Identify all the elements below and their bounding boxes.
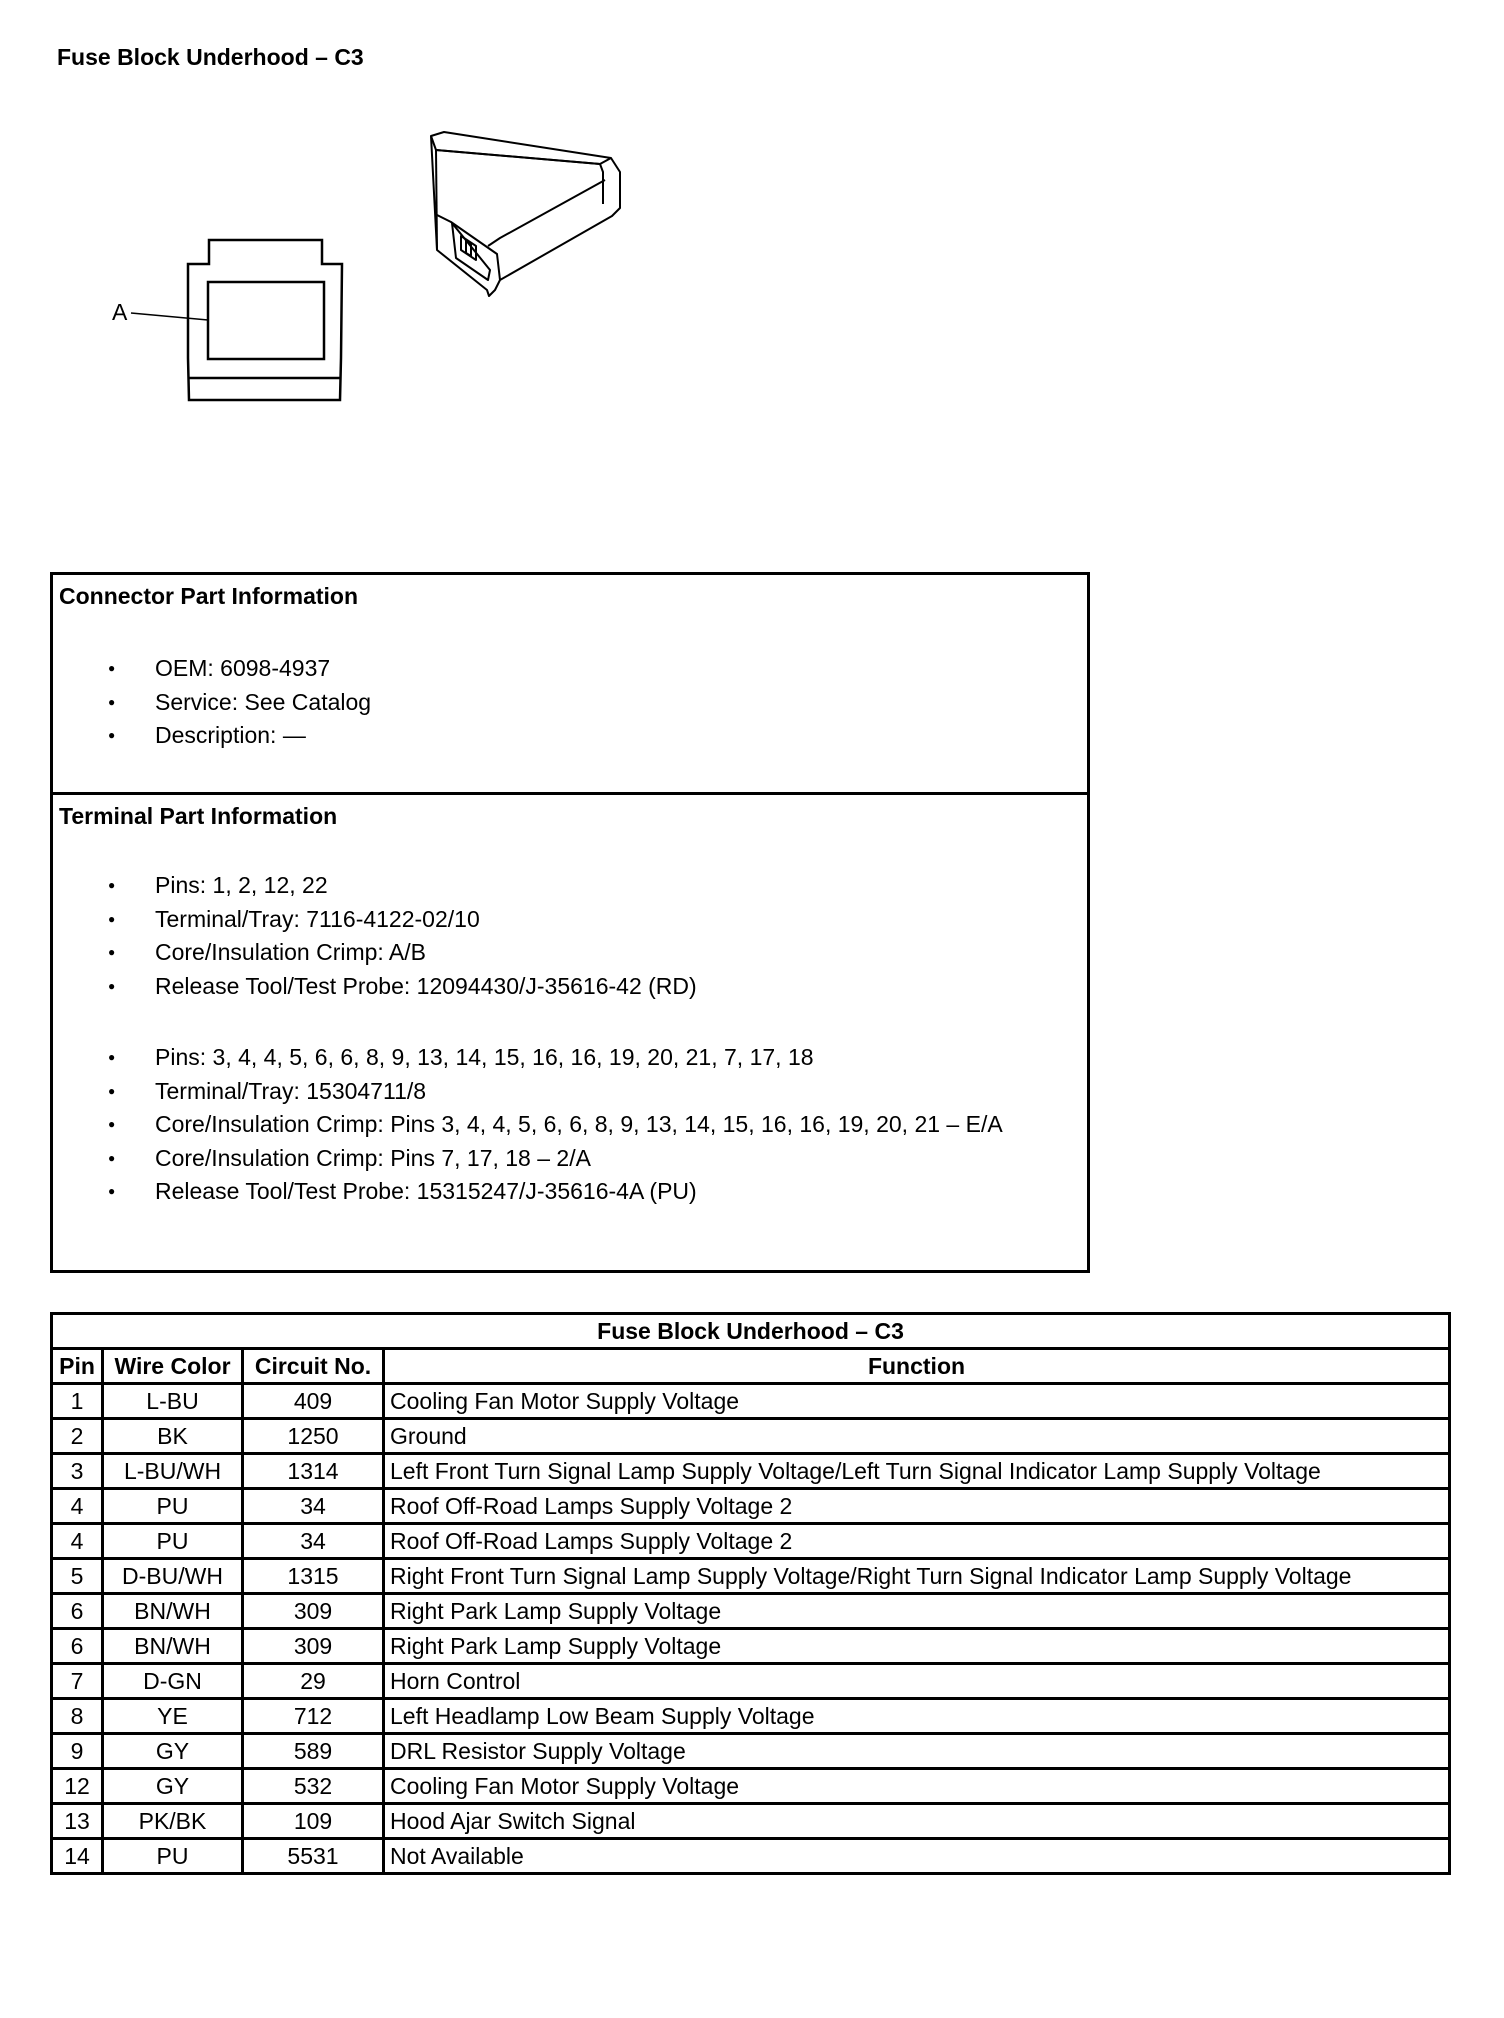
pin-cell: 5 [52,1559,103,1594]
list-item: ● Terminal/Tray: 7116-4122-02/10 [108,903,697,937]
part-information-box [50,572,1090,1273]
function-cell: Right Front Turn Signal Lamp Supply Voltage/Right Turn Signal Indicator Lamp Supply Voltage [384,1559,1450,1594]
callout-a [112,299,208,325]
connector-diagram [100,120,660,420]
circuit-cell: 1314 [243,1454,384,1489]
wire-color-cell: PU [103,1524,243,1559]
table-row [52,1559,1450,1594]
pin-cell: 1 [52,1384,103,1419]
list-item: ● Core/Insulation Crimp: A/B [108,936,697,970]
pin-cell: 13 [52,1804,103,1839]
circuit-cell: 1250 [243,1419,384,1454]
table-row [52,1804,1450,1839]
pin-cell: 4 [52,1524,103,1559]
connector-face-view [188,240,342,400]
connector-isometric-view [431,132,620,296]
circuit-cell: 532 [243,1769,384,1804]
function-cell: Left Headlamp Low Beam Supply Voltage [384,1699,1450,1734]
pin-cell: 3 [52,1454,103,1489]
table-row [52,1489,1450,1524]
table-row [52,1769,1450,1804]
list-item: ● Release Tool/Test Probe: 12094430/J-35616-42 (RD) [108,970,697,1004]
wire-color-cell: PU [103,1839,243,1874]
table-row [52,1454,1450,1489]
wire-color-cell: PU [103,1489,243,1524]
function-cell: Roof Off-Road Lamps Supply Voltage 2 [384,1524,1450,1559]
wire-color-cell: BN/WH [103,1594,243,1629]
wire-color-cell: L-BU [103,1384,243,1419]
wire-color-cell: L-BU/WH [103,1454,243,1489]
table-title: Fuse Block Underhood – C3 [52,1314,1450,1349]
circuit-cell: 712 [243,1699,384,1734]
terminal-info-heading: Terminal Part Information [59,803,338,829]
wire-color-cell: D-GN [103,1664,243,1699]
wire-color-cell: GY [103,1734,243,1769]
wire-color-cell: PK/BK [103,1804,243,1839]
pin-cell: 4 [52,1489,103,1524]
column-header-pin: Pin [52,1349,103,1384]
page-title: Fuse Block Underhood – C3 [57,44,364,70]
column-header-circuit: Circuit No. [243,1349,384,1384]
connector-oem: ● OEM: 6098-4937 [108,652,371,686]
table-row [52,1839,1450,1874]
function-cell: Cooling Fan Motor Supply Voltage [384,1384,1450,1419]
column-header-wire-color: Wire Color [103,1349,243,1384]
table-row [52,1524,1450,1559]
list-item: ● Terminal/Tray: 15304711/8 [108,1075,1003,1109]
terminal-part-info [53,795,1087,1270]
pin-cell: 6 [52,1629,103,1664]
list-item: ● Core/Insulation Crimp: Pins 7, 17, 18 – 2/A [108,1142,1003,1176]
pin-cell: 2 [52,1419,103,1454]
list-item: ● Release Tool/Test Probe: 15315247/J-35616-4A (PU) [108,1175,1003,1209]
connector-service: ● Service: See Catalog [108,686,371,720]
table-row [52,1629,1450,1664]
function-cell: Hood Ajar Switch Signal [384,1804,1450,1839]
pin-cell: 8 [52,1699,103,1734]
circuit-cell: 34 [243,1489,384,1524]
circuit-cell: 409 [243,1384,384,1419]
list-item: ● Pins: 3, 4, 4, 5, 6, 6, 8, 9, 13, 14, 15, 16, 16, 19, 20, 21, 7, 17, 18 [108,1041,1003,1075]
terminal-group-1 [108,869,697,1003]
wire-color-cell: BK [103,1419,243,1454]
wire-color-cell: D-BU/WH [103,1559,243,1594]
function-cell: Cooling Fan Motor Supply Voltage [384,1769,1450,1804]
function-cell: Horn Control [384,1664,1450,1699]
pin-cell: 14 [52,1839,103,1874]
terminal-group-2 [108,1041,1003,1209]
table-row [52,1699,1450,1734]
pin-cell: 9 [52,1734,103,1769]
pin-cell: 12 [52,1769,103,1804]
circuit-cell: 309 [243,1594,384,1629]
pin-table [50,1312,1451,1875]
function-cell: Right Park Lamp Supply Voltage [384,1594,1450,1629]
wire-color-cell: BN/WH [103,1629,243,1664]
column-header-function: Function [384,1349,1450,1384]
circuit-cell: 109 [243,1804,384,1839]
circuit-cell: 34 [243,1524,384,1559]
function-cell: Not Available [384,1839,1450,1874]
circuit-cell: 5531 [243,1839,384,1874]
wire-color-cell: GY [103,1769,243,1804]
table-row [52,1384,1450,1419]
table-row [52,1594,1450,1629]
function-cell: Left Front Turn Signal Lamp Supply Voltage/Left Turn Signal Indicator Lamp Supply Voltage [384,1454,1450,1489]
function-cell: Right Park Lamp Supply Voltage [384,1629,1450,1664]
table-row [52,1419,1450,1454]
table-row [52,1664,1450,1699]
function-cell: DRL Resistor Supply Voltage [384,1734,1450,1769]
circuit-cell: 1315 [243,1559,384,1594]
connector-info-heading: Connector Part Information [59,583,359,609]
circuit-cell: 29 [243,1664,384,1699]
function-cell: Ground [384,1419,1450,1454]
circuit-cell: 589 [243,1734,384,1769]
list-item: ● Pins: 1, 2, 12, 22 [108,869,697,903]
table-row [52,1734,1450,1769]
pin-cell: 7 [52,1664,103,1699]
connector-description: ● Description: — [108,719,371,753]
connector-info-list [108,652,371,753]
list-item: ● Core/Insulation Crimp: Pins 3, 4, 4, 5, 6, 6, 8, 9, 13, 14, 15, 16, 16, 19, 20, 21 – E/A [108,1108,1003,1142]
pin-cell: 6 [52,1594,103,1629]
circuit-cell: 309 [243,1629,384,1664]
connector-part-info [53,575,1087,795]
callout-a-label: A [112,299,128,325]
function-cell: Roof Off-Road Lamps Supply Voltage 2 [384,1489,1450,1524]
wire-color-cell: YE [103,1699,243,1734]
